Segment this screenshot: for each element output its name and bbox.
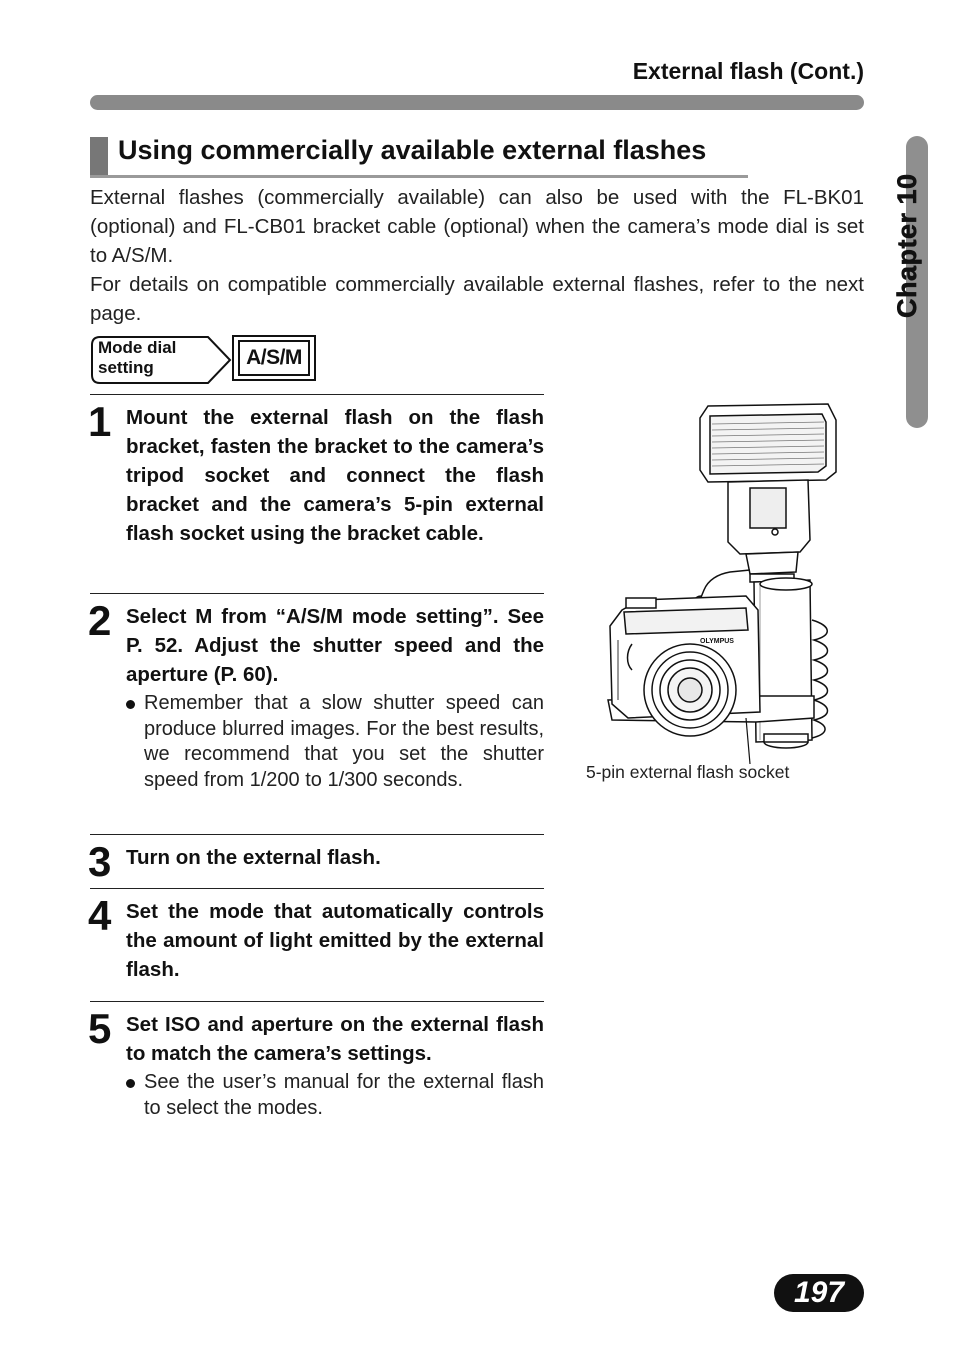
step-number: 3 xyxy=(88,838,112,885)
step-number: 5 xyxy=(88,1005,112,1052)
step-4 xyxy=(90,888,544,1001)
page-number: 197 xyxy=(793,1276,845,1309)
intro-paragraph: For details on compatible commercially available external flashes, refer to the next page. xyxy=(90,273,864,325)
intro-paragraph: External flashes (commercially available) can also be used with the FL-BK01 (optional) and FL-CB01 bracket cable (optional) when the camera’s mode dial is set to A/S/M. xyxy=(90,186,864,267)
bullet-dot xyxy=(126,700,135,709)
step-instruction: Turn on the external flash. xyxy=(126,846,381,869)
step-3 xyxy=(90,834,544,889)
intro-text xyxy=(90,183,864,328)
step-note-text: See the user’s manual for the external flash to select the modes. xyxy=(144,1071,544,1119)
step-5 xyxy=(90,1001,544,1132)
bullet-dot xyxy=(126,1079,135,1088)
step-body xyxy=(126,403,544,548)
step-note-text: Remember that a slow shutter speed can produce blurred images. For the best results, we recommend that you set the shutter speed from 1/200 to 1/300 seconds. xyxy=(144,692,544,791)
step-note xyxy=(126,1070,544,1121)
step-number: 4 xyxy=(88,892,112,939)
running-title: External flash (Cont.) xyxy=(632,58,864,84)
step-body xyxy=(126,1010,544,1121)
camera-brand-text: OLYMPUS xyxy=(700,638,734,645)
figure-caption: 5-pin external flash socket xyxy=(586,762,790,782)
step-body xyxy=(126,602,544,793)
step-instruction: Set the mode that automatically controls the amount of light emitted by the external flash. xyxy=(126,900,544,981)
step-1 xyxy=(90,394,544,595)
step-instruction: Set ISO and aperture on the external flash to match the camera’s settings. xyxy=(126,1013,544,1065)
step-instruction: Mount the external flash on the flash bracket, fasten the bracket to the camera’s tripod socket and connect the flash bracket and the camera’s 5-pin external flash socket using the bracket cable. xyxy=(126,406,544,545)
section-marker xyxy=(90,137,108,175)
camera-flash-bracket-illustration xyxy=(600,400,840,770)
section-title: Using commercially available external flashes xyxy=(118,135,707,165)
chapter-label-wrap xyxy=(888,148,928,318)
mode-dial-value: A/S/M xyxy=(238,340,310,376)
mode-dial-value-box xyxy=(232,335,316,381)
page-number-badge xyxy=(774,1274,864,1312)
chapter-label: Chapter 10 xyxy=(892,173,922,318)
header-rule xyxy=(90,95,864,110)
step-2 xyxy=(90,593,544,834)
step-note xyxy=(126,691,544,793)
step-body xyxy=(126,843,544,872)
step-body xyxy=(126,897,544,984)
step-number: 1 xyxy=(88,398,112,445)
mode-dial-setting xyxy=(90,335,322,385)
step-number: 2 xyxy=(88,597,112,644)
section-heading xyxy=(90,135,748,178)
mode-dial-label: Mode dial setting xyxy=(98,338,177,377)
step-instruction: Select M from “A/S/M mode setting”. See P. 52. Adjust the shutter speed and the aperture (P. 60). xyxy=(126,605,544,686)
